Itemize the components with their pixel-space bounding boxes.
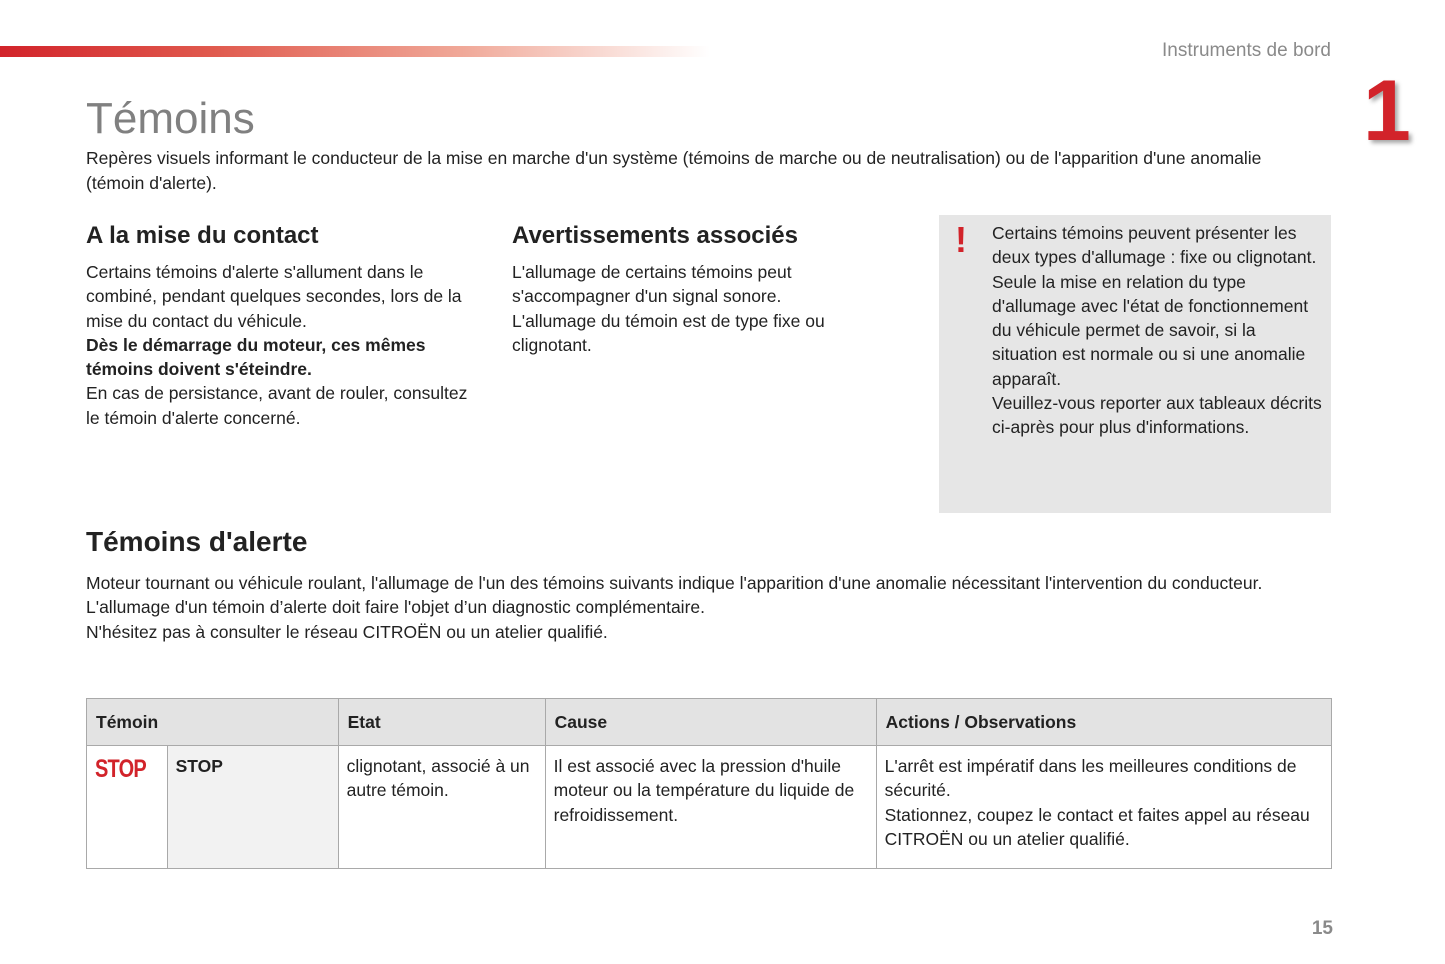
alert-section-heading: Témoins d'alerte [86, 526, 308, 557]
warnings-column [512, 220, 892, 357]
lamp-actions [876, 746, 1331, 869]
lamp-icon-cell [87, 746, 168, 869]
exclamation-icon: ! [955, 219, 967, 260]
note-text-3: Veuillez-vous reporter aux tableaux décrits ci-après pour plus d'informations. [992, 393, 1322, 438]
alert-line-1: Moteur tournant ou véhicule roulant, l'allumage de l'un des témoins suivants indique l'apparition d'une anomalie nécessitant l'intervention du conducteur. [86, 573, 1263, 593]
header-actions: Actions / Observations [876, 699, 1331, 746]
note-text-1: Certains témoins peuvent présenter les deux types d'allumage : fixe ou clignotant. [992, 223, 1317, 268]
page-number: 15 [1311, 918, 1333, 939]
table-row [87, 746, 1332, 869]
contact-text-2: En cas de persistance, avant de rouler, consultez le témoin d'alerte concerné. [86, 383, 468, 428]
action-text-1: L'arrêt est impératif dans les meilleures conditions de sécurité. [884, 756, 1297, 801]
stop-lamp-icon: STOP [95, 755, 146, 783]
alert-section-intro [86, 571, 1286, 644]
warnings-text: L'allumage de certains témoins peut s'accompagner d'un signal sonore. [512, 262, 792, 307]
page-intro: Repères visuels informant le conducteur de la mise en marche d'un système (témoins de marche ou de neutralisation) ou de l'apparition d'une anomalie (témoin d'alerte). [86, 148, 1262, 193]
contact-heading: A la mise du contact [86, 222, 319, 249]
lamp-etat: clignotant, associé à un autre témoin. [338, 746, 545, 869]
contact-text: Certains témoins d'alerte s'allument dans le combiné, pendant quelques secondes, lors de la mise du contact du véhicule. [86, 262, 462, 331]
header-cause: Cause [545, 699, 876, 746]
chapter-number: 1 [1363, 63, 1411, 159]
header-temoin: Témoin [87, 699, 339, 746]
warnings-heading: Avertissements associés [512, 222, 798, 249]
note-text [992, 221, 1322, 440]
warning-lamps-table [86, 698, 1332, 869]
table-header-row [87, 699, 1332, 746]
alert-line-3: N'hésitez pas à consulter le réseau CITROËN ou un atelier qualifié. [86, 621, 608, 642]
action-text-2: Stationnez, coupez le contact et faites appel au réseau CITROËN ou un atelier qualifié. [884, 804, 1310, 849]
lamp-cause: Il est associé avec la pression d'huile moteur ou la température du liquide de refroidissement. [545, 746, 876, 869]
note-box [939, 215, 1331, 513]
header-etat: Etat [338, 699, 545, 746]
section-header-title: Instruments de bord [1162, 40, 1331, 61]
header-accent-bar [0, 46, 710, 57]
page-title: Témoins [86, 94, 255, 143]
alert-line-2: L'allumage d'un témoin d’alerte doit faire l'objet d’un diagnostic complémentaire. [86, 597, 705, 618]
contact-column [86, 220, 476, 430]
warnings-text-2: L'allumage du témoin est de type fixe ou clignotant. [512, 310, 825, 355]
lamp-name: STOP [167, 746, 338, 869]
contact-bold-text: Dès le démarrage du moteur, ces mêmes témoins doivent s'éteindre. [86, 334, 426, 380]
note-text-2: Seule la mise en relation du type d'allumage avec l'état de fonctionnement du véhicule permet de savoir, si la situation est normale ou si une anomalie apparaît. [992, 271, 1309, 389]
